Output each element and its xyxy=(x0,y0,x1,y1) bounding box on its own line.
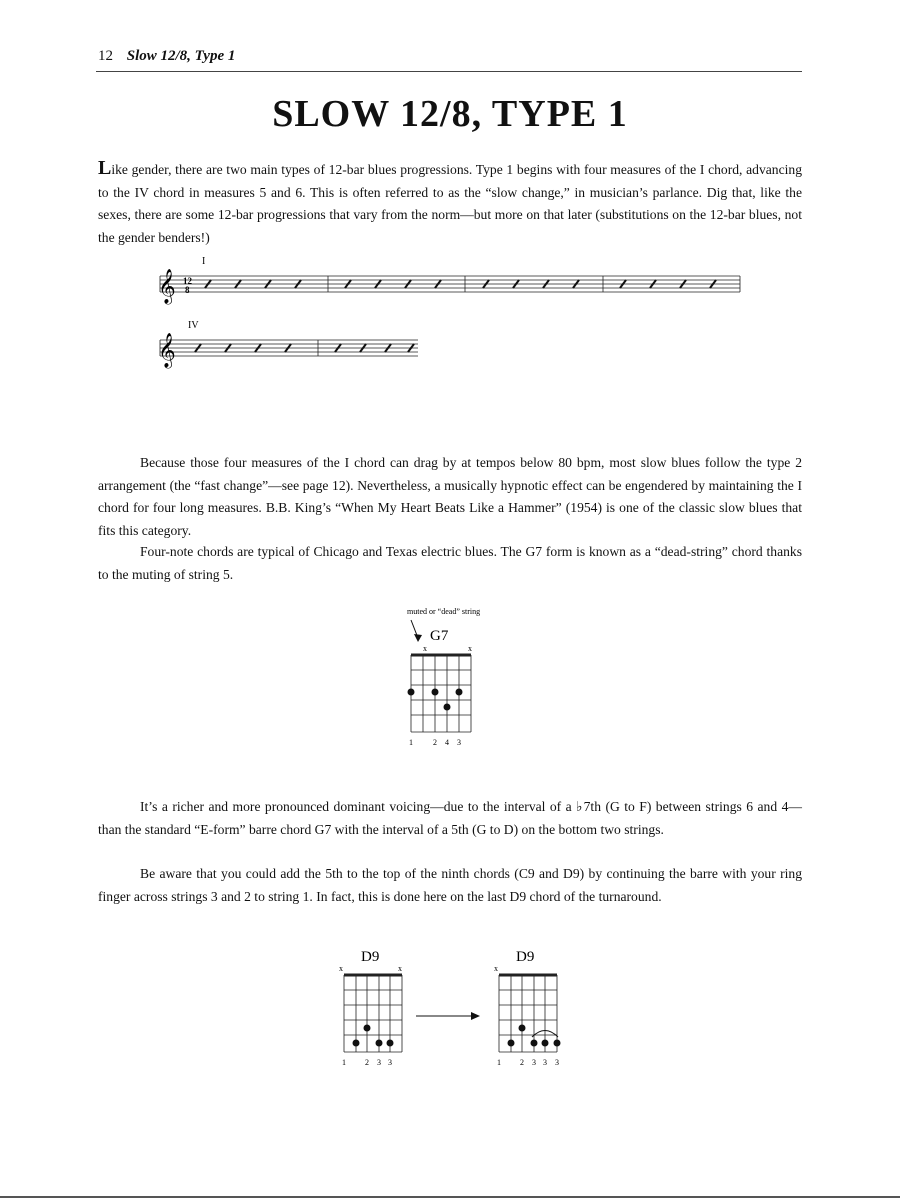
chord-name-g7: G7 xyxy=(430,628,449,644)
finger-dot xyxy=(376,1040,383,1047)
chord-diagram-d9-first xyxy=(330,940,420,1070)
mute-mark: x xyxy=(339,964,343,973)
paragraph-dominant-voicing: It’s a richer and more pronounced dominant voicing—due to the interval of a ♭7th (G to F) between strings 6 and 4—than the standard “E-form” barre chord G7 with the interval of a 5th (G to D) on the bottom two strings. xyxy=(98,799,802,837)
finger-dot xyxy=(542,1040,549,1047)
fingering-number: 3 xyxy=(457,738,461,747)
finger-dot xyxy=(432,689,439,696)
fingering-number: 3 xyxy=(388,1058,392,1067)
page-title: SLOW 12/8, TYPE 1 xyxy=(272,93,628,135)
header-rule xyxy=(96,71,802,72)
finger-dot xyxy=(519,1025,526,1032)
dead-string-annotation: muted or “dead” string xyxy=(407,607,481,616)
running-title: Slow 12/8, Type 1 xyxy=(126,48,236,64)
staff-notation-1 xyxy=(150,250,750,310)
fingering-number: 4 xyxy=(445,738,449,747)
page-bottom-edge xyxy=(0,1196,900,1198)
fingering-number: 3 xyxy=(532,1058,536,1067)
finger-dot xyxy=(408,689,415,696)
finger-dot xyxy=(353,1040,360,1047)
finger-dot xyxy=(364,1025,371,1032)
finger-dot xyxy=(554,1040,561,1047)
drop-cap: L xyxy=(98,157,112,179)
chord-diagram-g7 xyxy=(395,600,535,755)
chord-label-IV: IV xyxy=(188,320,199,331)
finger-dot xyxy=(444,704,451,711)
fingering-number: 1 xyxy=(497,1058,501,1067)
fingering-number: 2 xyxy=(365,1058,369,1067)
finger-dot xyxy=(508,1040,515,1047)
mute-mark: x xyxy=(398,964,402,973)
finger-dot xyxy=(387,1040,394,1047)
mute-mark: x xyxy=(468,644,472,653)
chord-diagram-d9-second xyxy=(485,940,575,1070)
svg-text:8: 8 xyxy=(185,285,190,295)
paragraph-tempo: Because those four measures of the I chord can drag by at tempos below 80 bpm, most slow blues follow the type 2 arrangement (the “fast change”—see page 12). Nevertheless, a musically hypnotic effect can be engendered by maintaining the I chord for four long measures. B.B. King’s “When My Heart Beats Like a Hammer” (1954) is one of the classic slow blues that fits this category. xyxy=(98,455,802,538)
treble-clef-icon: 𝄞 xyxy=(158,334,176,367)
paragraph-intro-text: ike gender, there are two main types of 12-bar blues progressions. Type 1 begins with four measures of the I chord, advancing to the IV chord in measures 5 and 6. This is often referred to as the “slow change,” in musician’s parlance. Dig that, like the sexes, there are some 12-bar progressions that vary from the norm—but more on that later (substitutions on the 12-bar blues, not the gender benders!) xyxy=(98,162,802,245)
chord-name-d9: D9 xyxy=(516,949,535,965)
fingering-number: 3 xyxy=(377,1058,381,1067)
paragraph-ninth-chords: Be aware that you could add the 5th to the top of the ninth chords (C9 and D9) by continuing the barre with your ring finger across strings 3 and 2 to string 1. In fact, this is done here on the last D9 chord of the turnaround. xyxy=(98,866,802,904)
running-header xyxy=(98,48,235,65)
mute-mark: x xyxy=(423,644,427,653)
fingering-number: 1 xyxy=(409,738,413,747)
fingering-number: 3 xyxy=(543,1058,547,1067)
chord-name-d9: D9 xyxy=(361,949,380,965)
finger-dot xyxy=(531,1040,538,1047)
finger-dot xyxy=(456,689,463,696)
chord-label-I: I xyxy=(202,256,206,267)
treble-clef-icon: 𝄞 xyxy=(158,270,176,303)
fingering-number: 3 xyxy=(555,1058,559,1067)
fingering-number: 2 xyxy=(433,738,437,747)
paragraph-intro xyxy=(98,157,802,249)
fingering-number: 1 xyxy=(342,1058,346,1067)
fingering-number: 2 xyxy=(520,1058,524,1067)
arrow-icon xyxy=(414,1006,484,1026)
page-number: 12 xyxy=(98,48,113,64)
paragraph-four-note-chords: Four-note chords are typical of Chicago and Texas electric blues. The G7 form is known as a “dead-string” chord thanks to the muting of string 5. xyxy=(98,544,802,582)
staff-notation-2 xyxy=(150,312,430,372)
mute-mark: x xyxy=(494,964,498,973)
time-signature: 12 xyxy=(183,276,192,286)
